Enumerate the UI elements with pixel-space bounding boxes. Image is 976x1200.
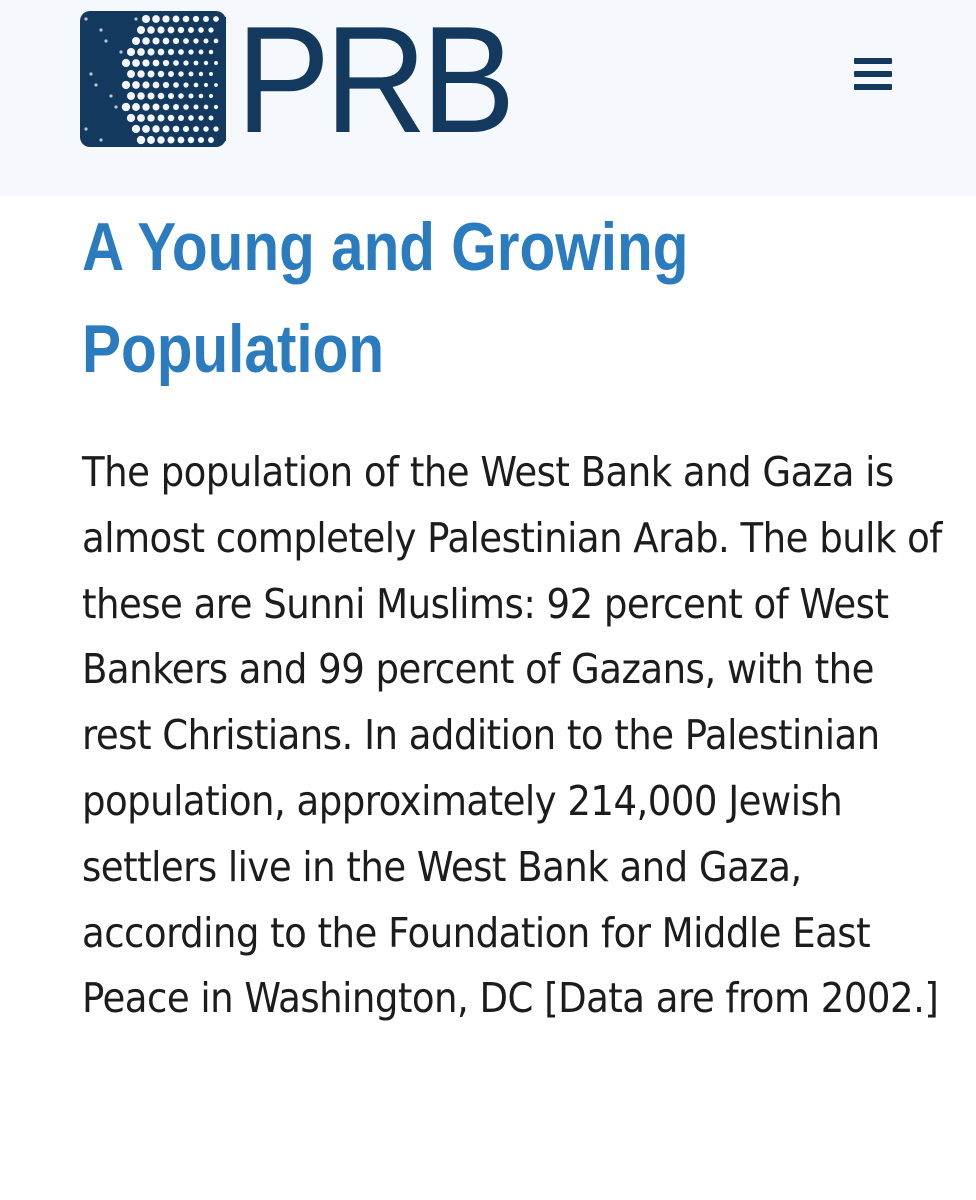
logo-wordmark: PRB	[236, 0, 510, 165]
article-title: A Young and Growing Population	[82, 209, 689, 387]
article-body: The population of the West Bank and Gaza is almost completely Palestinian Arab. The bulk of these are Sunni Muslims: 92 percent of West Bankers and 99 percent of Gazans, with the rest Christians. In addition to the Palestinian population, approximately 214,000 Jewish settlers live in the West Bank and Gaza, according to the Foundation for Middle East Peace in Washington, DC [Data are from 2002.]	[82, 448, 942, 1023]
site-header	[0, 0, 976, 196]
hamburger-menu-icon[interactable]	[850, 54, 894, 96]
menu-bar	[854, 71, 892, 77]
menu-bar	[854, 84, 892, 90]
menu-bar	[854, 58, 892, 64]
globe-dots-logo-icon	[80, 11, 226, 147]
prb-logo[interactable]	[80, 0, 531, 165]
